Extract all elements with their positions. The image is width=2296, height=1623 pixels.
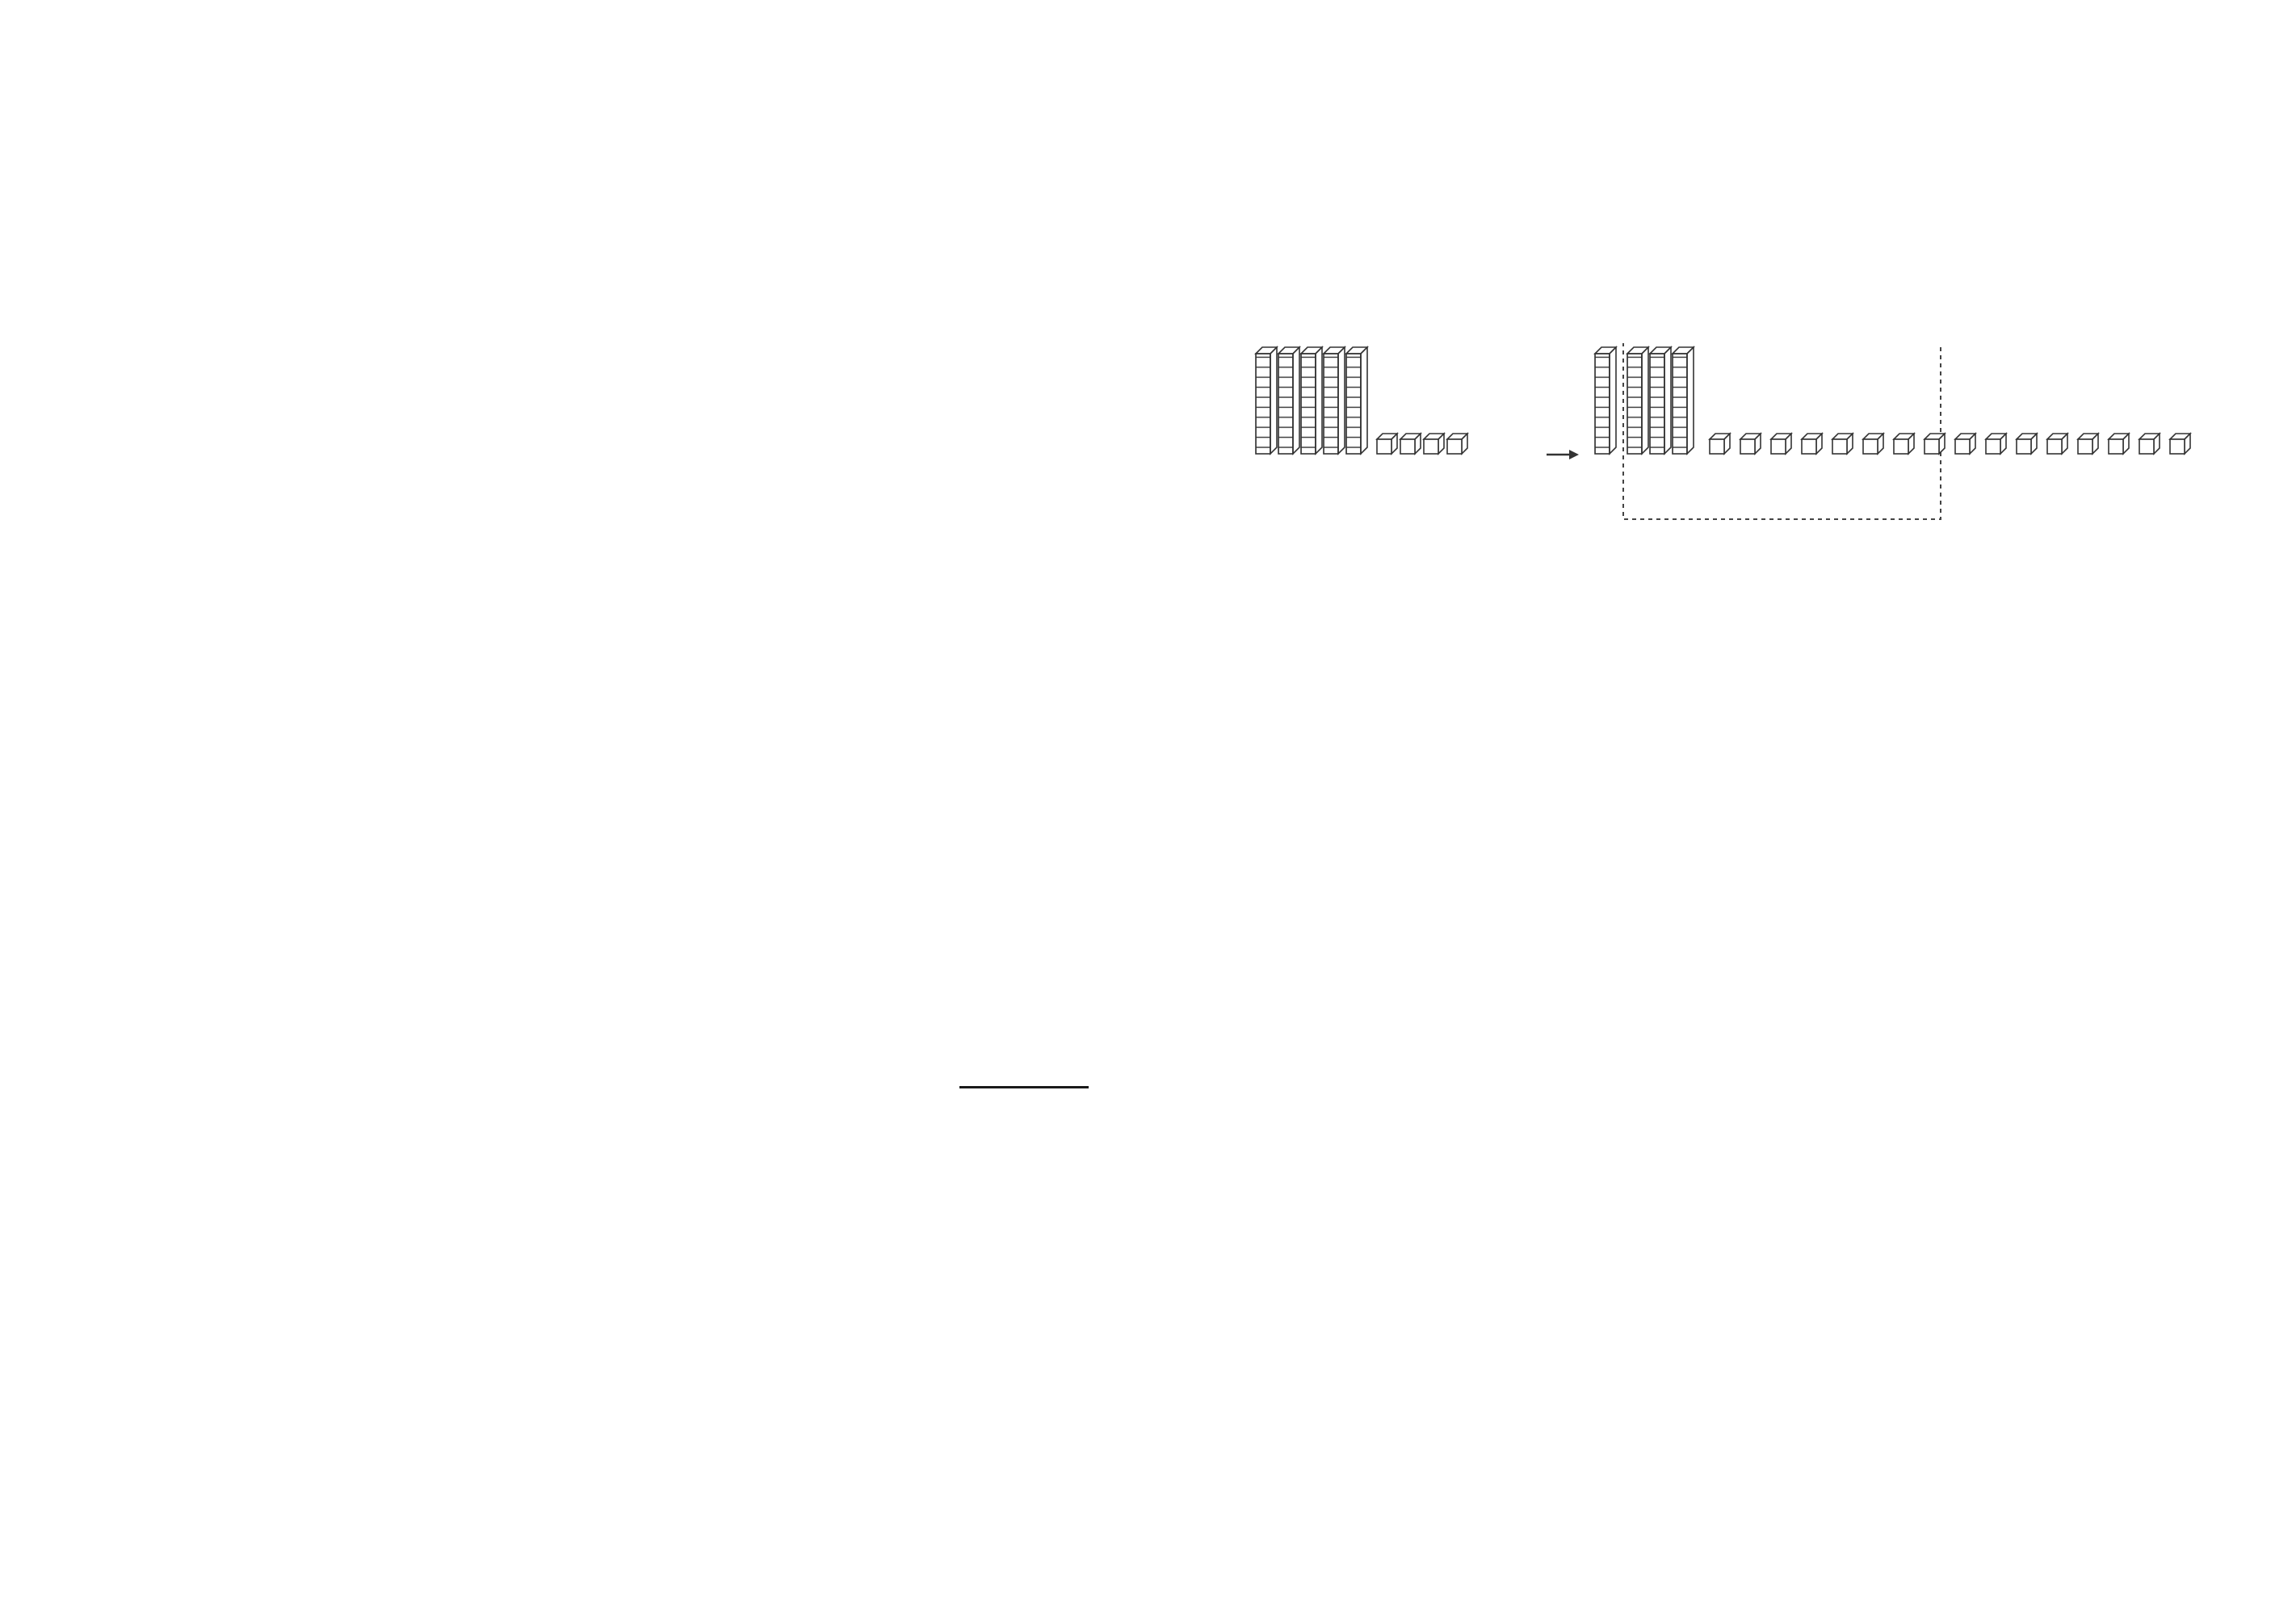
ten-rod xyxy=(1673,347,1694,454)
one-cube xyxy=(1894,434,1914,454)
one-cube xyxy=(1740,434,1761,454)
one-cube xyxy=(1955,434,1975,454)
ten-rod xyxy=(1650,347,1671,454)
ten-rod xyxy=(1595,347,1616,454)
base-ten-blocks-figure xyxy=(1248,343,2209,553)
one-cube xyxy=(2139,434,2160,454)
one-cube xyxy=(1424,434,1444,454)
one-cube xyxy=(1400,434,1421,454)
arrow-icon xyxy=(1547,450,1579,459)
ten-rod xyxy=(1627,347,1648,454)
vertical-sum-line xyxy=(959,1086,1089,1088)
ten-rod xyxy=(1256,347,1277,454)
one-cube xyxy=(2017,434,2037,454)
one-cube xyxy=(1925,434,1945,454)
ten-rod xyxy=(1301,347,1322,454)
one-cube xyxy=(1802,434,1822,454)
one-cube xyxy=(1986,434,2006,454)
one-cube xyxy=(1863,434,1883,454)
one-cube xyxy=(2170,434,2190,454)
one-cube xyxy=(1447,434,1467,454)
one-cube xyxy=(1710,434,1730,454)
one-cube xyxy=(1832,434,1853,454)
one-cube xyxy=(1377,434,1397,454)
ten-rod xyxy=(1324,347,1345,454)
one-cube xyxy=(2047,434,2067,454)
one-cube xyxy=(2109,434,2129,454)
ten-rod xyxy=(1346,347,1367,454)
one-cube xyxy=(2078,434,2098,454)
one-cube xyxy=(1771,434,1791,454)
ten-rod xyxy=(1278,347,1299,454)
